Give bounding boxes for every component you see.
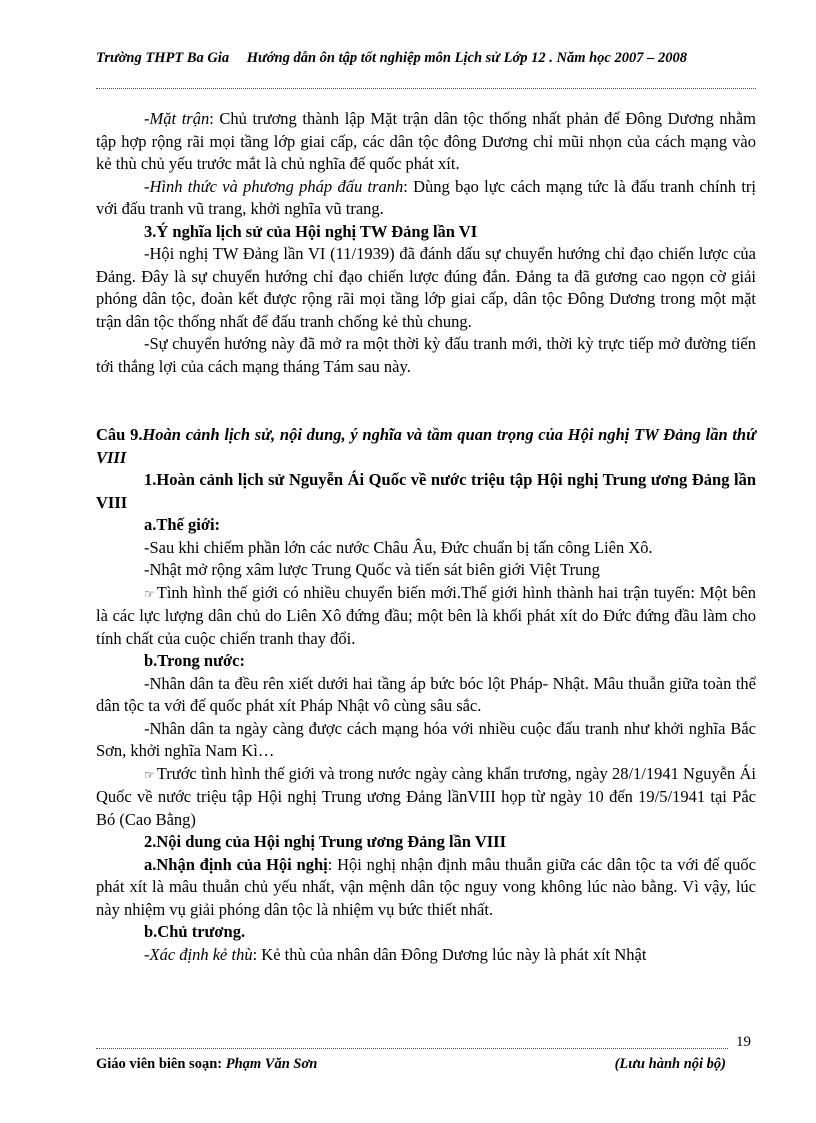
question-9-label: Câu 9. <box>96 425 143 444</box>
subsection-a-paragraph-3-text: Tình hình thế giới có nhiều chuyển biến mới.Thế giới hình thành hai trận tuyến: Một bên là các lực lượng dân chủ do Liên Xô đứng đầu; một bên là khối phát xít do Đức đứng đầu làm cho tính chất của cuộc chiến tranh thay đổi. <box>96 582 756 648</box>
section-3-paragraph-1: -Hội nghị TW Đảng lần VI (11/1939) đã đánh dấu sự chuyển hướng chỉ đạo chiến lược của Đảng. Đây là sự chuyển hướng chỉ đạo chiến lược đúng đắn. Đảng ta đã gương cao ngọn cờ giải phóng dân tộc, đoàn kết được rộng rãi mọi tầng lớp giai cấp, dân tộc Đông Dương trong một mặt trận dân tộc thống nhất để đấu tranh chống kẻ thù chung. <box>96 244 756 331</box>
section-3-heading: 3.Ý nghĩa lịch sử của Hội nghị TW Đảng lần VI <box>144 221 478 241</box>
question-9-text: Hoàn cảnh lịch sử, nội dung, ý nghĩa và tầm quan trọng của Hội nghị TW Đảng lần thứ VIII <box>96 425 756 467</box>
subsection-a-paragraph-2: -Nhật mở rộng xâm lược Trung Quốc và tiến sát biên giới Việt Trung <box>144 560 600 579</box>
footer-divider <box>96 1048 728 1049</box>
subsection-b-paragraph-3-text: Trước tình hình thế giới và trong nước ngày càng khẩn trương, ngày 28/1/1941 Nguyễn Ái Quốc về nước triệu tập Hội nghị Trung ương Đảng lầnVIII họp từ ngày 10 đến 19/5/1941 tại Pắc Bó (Cao Bằng) <box>96 763 756 829</box>
subsection-a-paragraph-3 <box>96 582 756 651</box>
school-name: Trường THPT Ba Gia <box>96 50 230 66</box>
section-1-heading: 1.Hoàn cảnh lịch sử Nguyễn Ái Quốc về nước triệu tập Hội nghị Trung ương Đảng lần VIII <box>96 470 756 512</box>
spacer <box>96 378 756 424</box>
page-footer <box>96 1056 726 1073</box>
mat-tran-label: -Mặt trận <box>144 109 210 128</box>
section-2b-heading: b.Chủ trương. <box>144 922 246 941</box>
section-2a-paragraph <box>96 854 756 922</box>
mat-tran-text: : Chủ trương thành lập Mặt trận dân tộc thống nhất phản đế Đông Dương nhằm tập hợp rộng rãi mọi tầng lớp giai cấp, các dân tộc đông Dương chỉ mũi nhọn của cách mạng vào kẻ thù chủ yếu trước mắt là chủ nghĩa đế quốc phát xít. <box>96 109 756 173</box>
subsection-b-paragraph-1: -Nhân dân ta đều rên xiết dưới hai tầng áp bức bóc lột Pháp- Nhật. Mâu thuẫn giữa toàn thể dân tộc ta với đế quốc phát xít Pháp Nhật vô cùng sâu sắc. <box>96 673 756 715</box>
section-3-paragraph-2: -Sự chuyển hướng này đã mở ra một thời kỳ đấu tranh mới, thời kỳ trực tiếp mở đường tiến tới thắng lợi của cách mạng tháng Tám sau này. <box>96 334 756 376</box>
hinh-thuc-paragraph <box>96 176 756 221</box>
subsection-b-heading: b.Trong nước: <box>144 651 245 670</box>
page-header <box>96 50 756 67</box>
pointing-hand-icon: ☞ <box>144 586 155 601</box>
question-9-heading <box>96 424 756 469</box>
subsection-a-heading: a.Thế giới: <box>144 515 221 534</box>
pointing-hand-icon: ☞ <box>144 767 155 782</box>
subsection-b-paragraph-2: -Nhân dân ta ngày càng được cách mạng hóa với nhiều cuộc đấu tranh như khởi nghĩa Bắc Sơn, khởi nghĩa Nam Kì… <box>96 718 756 760</box>
author-name: Phạm Văn Sơn <box>225 1056 318 1072</box>
subsection-a-paragraph-1: -Sau khi chiếm phần lớn các nước Châu Âu, Đức chuẩn bị tấn công Liên Xô. <box>144 537 653 557</box>
header-divider <box>96 88 756 89</box>
section-2a-label: a.Nhận định của Hội nghị <box>144 854 328 874</box>
document-body <box>96 108 756 966</box>
section-2b-text: : Kẻ thù của nhân dân Đông Dương lúc này là phát xít Nhật <box>252 944 647 964</box>
section-2a-text: : Hội nghị nhận định mâu thuẫn giữa các dân tộc ta với đế quốc phát xít là mâu thuẫn chủ yếu nhất, vận mệnh dân tộc nguy vong không lúc nào bằng. Vì vậy, lúc này nhiệm vụ giải phóng dân tộc là nhiệm vụ bức thiết nhất. <box>96 854 756 919</box>
subsection-b-paragraph-3 <box>96 763 756 832</box>
header-title: Hướng dẫn ôn tập tốt nghiệp môn Lịch sử Lớp 12 . Năm học 2007 – 2008 <box>246 50 687 66</box>
mat-tran-paragraph <box>96 108 756 176</box>
author-label: Giáo viên biên soạn: <box>96 1056 226 1072</box>
section-2-heading: 2.Nội dung của Hội nghị Trung ương Đảng lần VIII <box>144 832 506 851</box>
hinh-thuc-text: : Dùng bạo lực cách mạng tức là đấu tranh chính trị với đấu tranh vũ trang, khởi nghĩa vũ trang. <box>96 176 756 218</box>
page-number: 19 <box>736 1034 751 1050</box>
hinh-thuc-label: -Hình thức và phương pháp đấu tranh <box>144 176 404 196</box>
distribution-note: (Lưu hành nội bộ) <box>614 1056 726 1072</box>
section-2b-label: -Xác định kẻ thù <box>144 944 253 964</box>
section-2b-paragraph <box>96 944 756 967</box>
